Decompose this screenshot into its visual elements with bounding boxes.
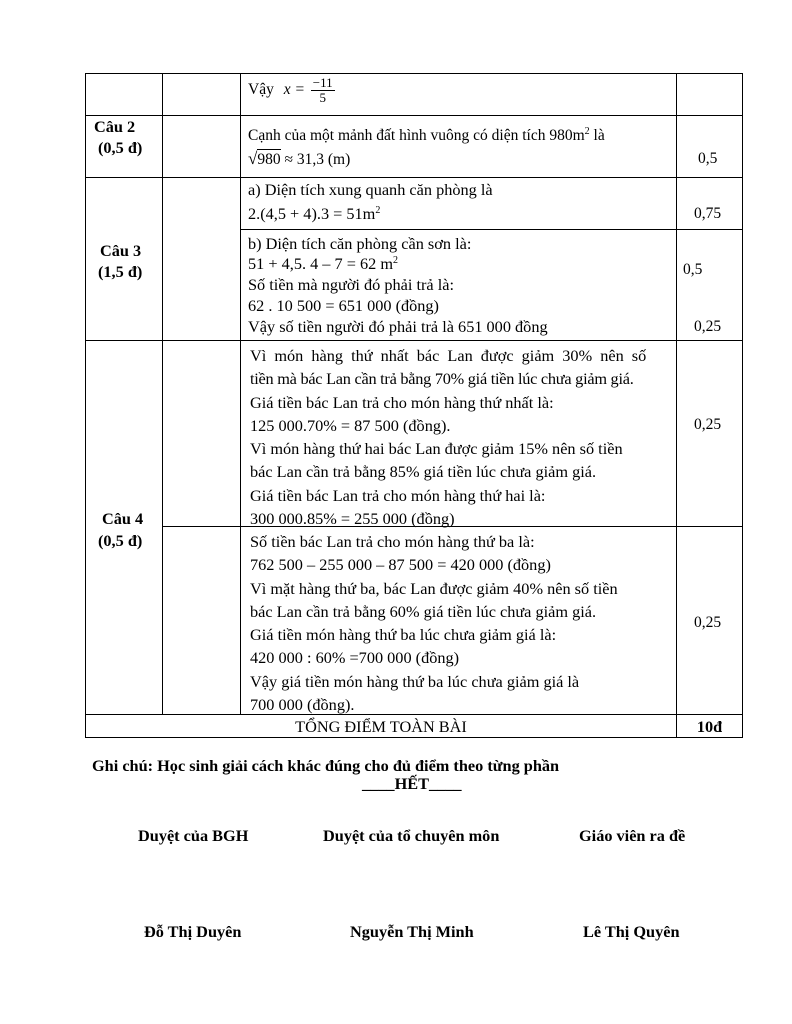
cau2-label: Câu 2 <box>94 117 136 136</box>
signature-bgh-name: Đỗ Thị Duyên <box>144 922 242 941</box>
cau4-part2-line: 762 500 – 255 000 – 87 500 = 420 000 (đồng) <box>250 555 551 575</box>
row1-content <box>248 76 335 105</box>
cau3b-line2: 51 + 4,5. 4 – 7 = 62 $m^2$ <box>248 254 398 273</box>
fraction-denominator: 5 <box>319 90 326 105</box>
row1-var: x = <box>283 81 305 99</box>
cau4-points: (0,5 đ) <box>98 531 143 550</box>
cau4-part2-line: Giá tiền món hàng thứ ba lúc chưa giảm giá là: <box>250 625 557 645</box>
cau4-part1-line: Giá tiền bác Lan trả cho món hàng thứ nhất là: <box>250 392 554 412</box>
end-mark: ____HẾT____ <box>362 774 462 793</box>
cau4-part1-line: Giá tiền bác Lan trả cho món hàng thứ hai là: <box>250 485 546 505</box>
signature-gv-title: Giáo viên ra đề <box>579 826 686 845</box>
cau4-part1-line: bác Lan cần trả bằng 85% giá tiền lúc chưa giảm giá. <box>250 462 597 482</box>
row1-prefix: Vậy <box>248 81 274 99</box>
cau4-part2-line: Số tiền bác Lan trả cho món hàng thứ ba là: <box>250 532 535 551</box>
cau4-part1-line: 300 000.85% = 255 000 (đồng) <box>250 509 455 529</box>
fraction-numerator: −11 <box>312 75 333 90</box>
cau2-points: (0,5 đ) <box>98 138 143 157</box>
cau4-part2-line: Vậy giá tiền món hàng thứ ba lúc chưa giảm giá là <box>250 671 580 691</box>
cau4-label: Câu 4 <box>102 509 144 528</box>
sqrt-value: 980 <box>257 151 281 168</box>
cau4-part1-line: Vì món hàng thứ nhất bác Lan được giảm 30% nên số <box>250 346 647 365</box>
total-score: 10đ <box>696 717 723 736</box>
cau3b-score2: 0,25 <box>694 318 722 335</box>
cau3-label: Câu 3 <box>100 241 142 260</box>
cau3b-score1: 0,5 <box>683 261 703 278</box>
cau4-score1: 0,25 <box>694 416 722 433</box>
cau3b-line3: Số tiền mà người đó phải trả là: <box>248 275 454 294</box>
cau3b-line5: Vậy số tiền người đó phải trả là 651 000 đồng <box>248 317 548 336</box>
cau4-score2: 0,25 <box>694 614 722 631</box>
cau2-score: 0,5 <box>698 150 718 167</box>
cau3a-line1: a) Diện tích xung quanh căn phòng là <box>248 180 493 199</box>
cau4-part2-line: bác Lan cần trả bằng 60% giá tiền lúc chưa giảm giá. <box>250 601 597 621</box>
cau4-part2 <box>250 530 618 716</box>
cau3-points: (1,5 đ) <box>98 262 143 281</box>
cau4-part1-line: Vì món hàng thứ hai bác Lan được giảm 15% nên số tiền <box>250 439 623 459</box>
cau4-part2-line: 420 000 : 60% =700 000 (đồng) <box>250 648 460 668</box>
cau3b-line4: 62 . 10 500 = 651 000 (đồng) <box>248 296 439 315</box>
sqrt-icon: √ <box>248 149 258 168</box>
signature-to-title: Duyệt của tổ chuyên môn <box>323 826 500 845</box>
cau4-part1 <box>250 344 646 530</box>
cau4-part2-line: 700 000 (đồng). <box>250 695 355 715</box>
fraction <box>311 76 335 105</box>
cau4-part1-line: tiền mà bác Lan cần trả bằng 70% giá tiền lúc chưa giảm giá. <box>250 369 634 389</box>
cau3a-line2: $2.(4,5 + 4).3 = 51m^2$ <box>248 204 381 223</box>
signature-gv-name: Lê Thị Quyên <box>583 922 680 941</box>
cau2-line1: Cạnh của một mảnh đất hình vuông có diện tích $980m^2$ là <box>248 126 605 144</box>
signature-to-name: Nguyễn Thị Minh <box>350 922 474 941</box>
cau2-sqrt-line: √980 ≈ 31,3 (m) <box>248 149 351 168</box>
cau3a-score: 0,75 <box>694 205 722 222</box>
cau4-part2-line: Vì mặt hàng thứ ba, bác Lan được giảm 40% nên số tiền <box>250 578 618 598</box>
cau3b-line1: b) Diện tích căn phòng cần sơn là: <box>248 234 472 253</box>
cau4-part1-line: 125 000.70% = 87 500 (đồng). <box>250 415 451 435</box>
signature-bgh-title: Duyệt của BGH <box>138 826 249 845</box>
note: Ghi chú: Học sinh giải cách khác đúng cho đủ điểm theo từng phần <box>92 756 560 775</box>
total-label: TỔNG ĐIỂM TOÀN BÀI <box>295 717 467 736</box>
